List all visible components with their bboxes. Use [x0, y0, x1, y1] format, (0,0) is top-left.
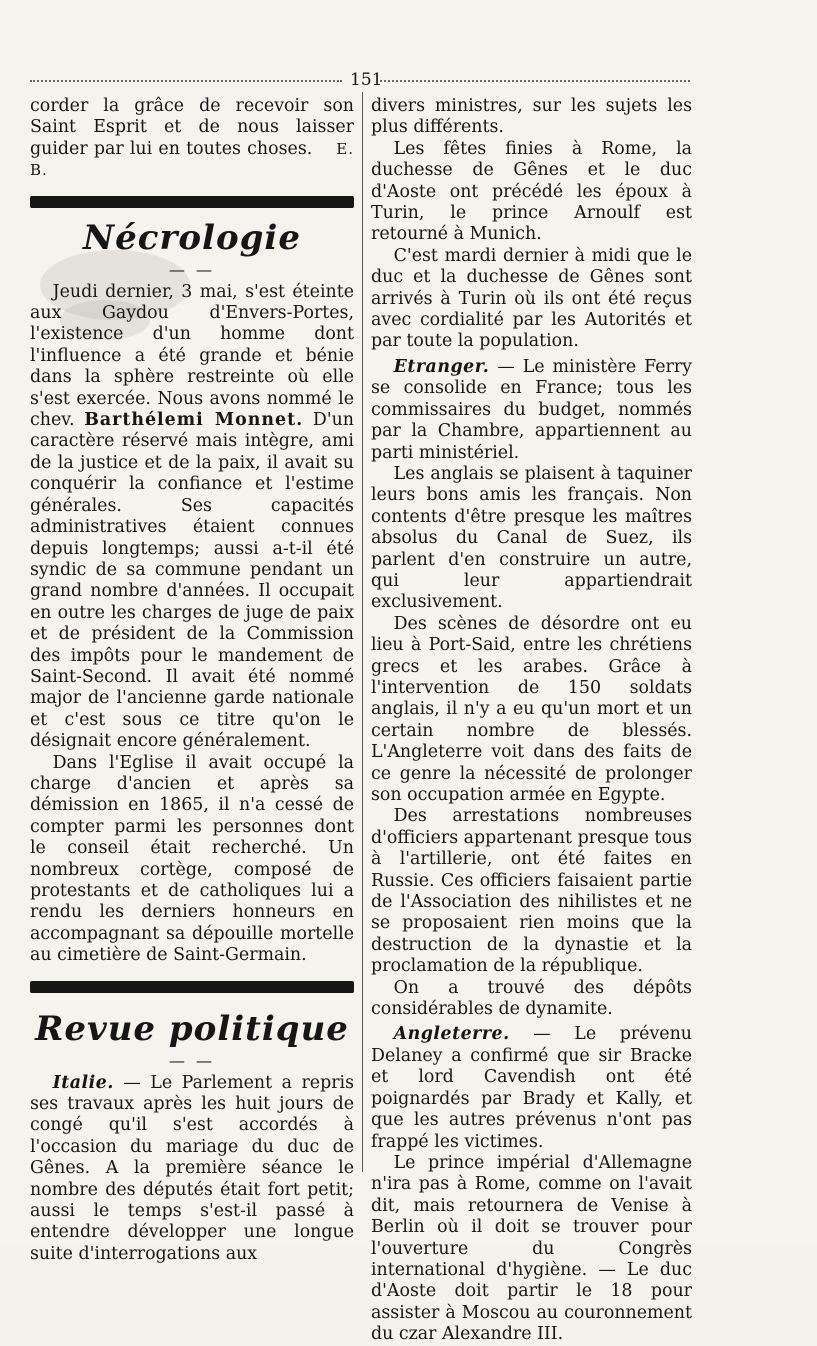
necrology-paragraph-2: Dans l'Eglise il avait occupé la charge d'ancien et après sa démission en 1865, il n'a cessé de compter parmi les personnes dont le conseil était recherché. Un nombreux cortège, composé de protestants et de catholiques lui a rendu les derniers honneurs en accompagnant sa dépouille mortelle au cimetière de Saint-Germain.: [30, 752, 354, 966]
deceased-name: Barthélemi Monnet.: [84, 410, 304, 431]
heading-ornament: — —: [168, 259, 216, 279]
german-prince-paragraph: Le prince impérial d'Allemagne n'ira pas à Rome, comme on l'avait dit, mais retournera de Venise à Berlin où il doit se trouver pour l'ouverture du Congrès international d'hygiène. — Le duc d'Aoste doit partir le 18 pour assister à Moscou au couronnement du czar Alexandre III.: [371, 1152, 692, 1345]
necrology-heading: Nécrologie: [83, 217, 301, 258]
section-divider-bar: [30, 196, 354, 208]
right-column: [371, 96, 692, 1346]
heading-ornament: — —: [168, 1050, 216, 1070]
italie-text: — Le Parlement a repris ses travaux après les huit jours de congé qu'il s'est accordés à l'occasion du mariage du duc de Gênes. A la première séance le nombre des députés était fort petit; aussi le temps s'est-il passé à entendre développer une longue suite d'interrogations aux: [30, 1072, 354, 1264]
dynamite-paragraph: On a trouvé des dépôts considérables de dynamite.: [371, 977, 692, 1020]
necrology-paragraph-1: [30, 282, 354, 753]
intro-paragraph: [30, 96, 354, 182]
left-column: [30, 96, 354, 1265]
necrology-text-end: D'un caractère réservé mais intègre, ami de la justice et de la paix, il avait su conquérir la confiance et l'estime générales. Ses capacités administratives étaient connues depuis longtemps; aussi a-t-il été syndic de sa commune pendant un grand nombre d'années. Il occupait en outre les charges de juge de paix et de président de la Commission des impôts pour le mandement de Saint-Second. Il avait été nommé major de l'ancienne garde nationale et c'est sous ce titre qu'on le désignait encore généralement.: [30, 410, 354, 752]
page-number: 151: [350, 70, 383, 90]
etranger-text: — Le ministère Ferry se consolide en France; tous les commissaires du budget, nommés par la Chambre, appartiennent au parti ministériel.: [371, 356, 692, 463]
politics-heading: Revue politique: [35, 1008, 349, 1049]
port-said-paragraph: Des scènes de désordre ont eu lieu à Port-Said, entre les chrétiens grecs et les arabes. Grâce à l'intervention de 150 soldats anglais, il n'y a eu qu'un mort et un certain nombre de blessés. L'Angleterre voit dans des faits de ce genre la nécessité de prolonger son occupation armée en Egypte.: [371, 613, 692, 805]
column-divider: [362, 92, 363, 1172]
angleterre-label: Angleterre.: [393, 1024, 510, 1045]
suez-paragraph: Les anglais se plaisent à taquiner leurs bons amis les français. Non contents d'être presque les maîtres absolus du Canal de Suez, ils parlent d'en construire un autre, qui leur appartiendrait exclusivement.: [371, 463, 692, 613]
section-divider-bar: [30, 981, 354, 993]
etranger-paragraph: [371, 357, 692, 464]
intro-text: corder la grâce de recevoir son Saint Esprit et de nous laisser guider par lui en toutes choses.: [30, 96, 354, 159]
italy-continued-paragraph: divers ministres, sur les sujets les plus différents.: [371, 96, 692, 138]
angleterre-text: — Le prévenu Delaney a confirmé que sir Bracke et lord Cavendish ont été poignardés par Brady et Kally, et que les autres prévenus n'ont pas frappé les victimes.: [371, 1024, 692, 1152]
necrology-text-start: Jeudi dernier, 3 mai, s'est éteinte aux Gaydou d'Envers-Portes, l'existence d'un homme dont l'influence a été grande et bénie dans la sphère restreinte où elle s'est exercée. Nous avons nommé le chev.: [30, 281, 354, 431]
intro-signature: E. B.: [30, 139, 354, 180]
header-rule-left: [30, 80, 342, 82]
russia-arrests-paragraph: Des arrestations nombreuses d'officiers appartenant presque tous à l'artillerie, ont été faites en Russie. Ces officiers faisaient partie de l'Association des nihilistes et ne se proposaient rien moins que la destruction de la dynastie et la proclamation de la république.: [371, 806, 692, 977]
italie-label: Italie.: [52, 1072, 114, 1093]
italie-paragraph: [30, 1073, 354, 1266]
etranger-label: Etranger.: [393, 356, 490, 377]
turin-arrival-paragraph: C'est mardi dernier à midi que le duc et la duchesse de Gênes sont arrivés à Turin où ils ont été reçus avec cordialité par les Autorités et par toute la population.: [371, 245, 692, 352]
rome-festivities-paragraph: Les fêtes finies à Rome, la duchesse de Gênes et le duc d'Aoste ont précédé les époux à Turin, le prince Arnoulf est retourné à Munich.: [371, 138, 692, 245]
angleterre-paragraph: [371, 1024, 692, 1152]
header-rule-right: [380, 80, 690, 82]
